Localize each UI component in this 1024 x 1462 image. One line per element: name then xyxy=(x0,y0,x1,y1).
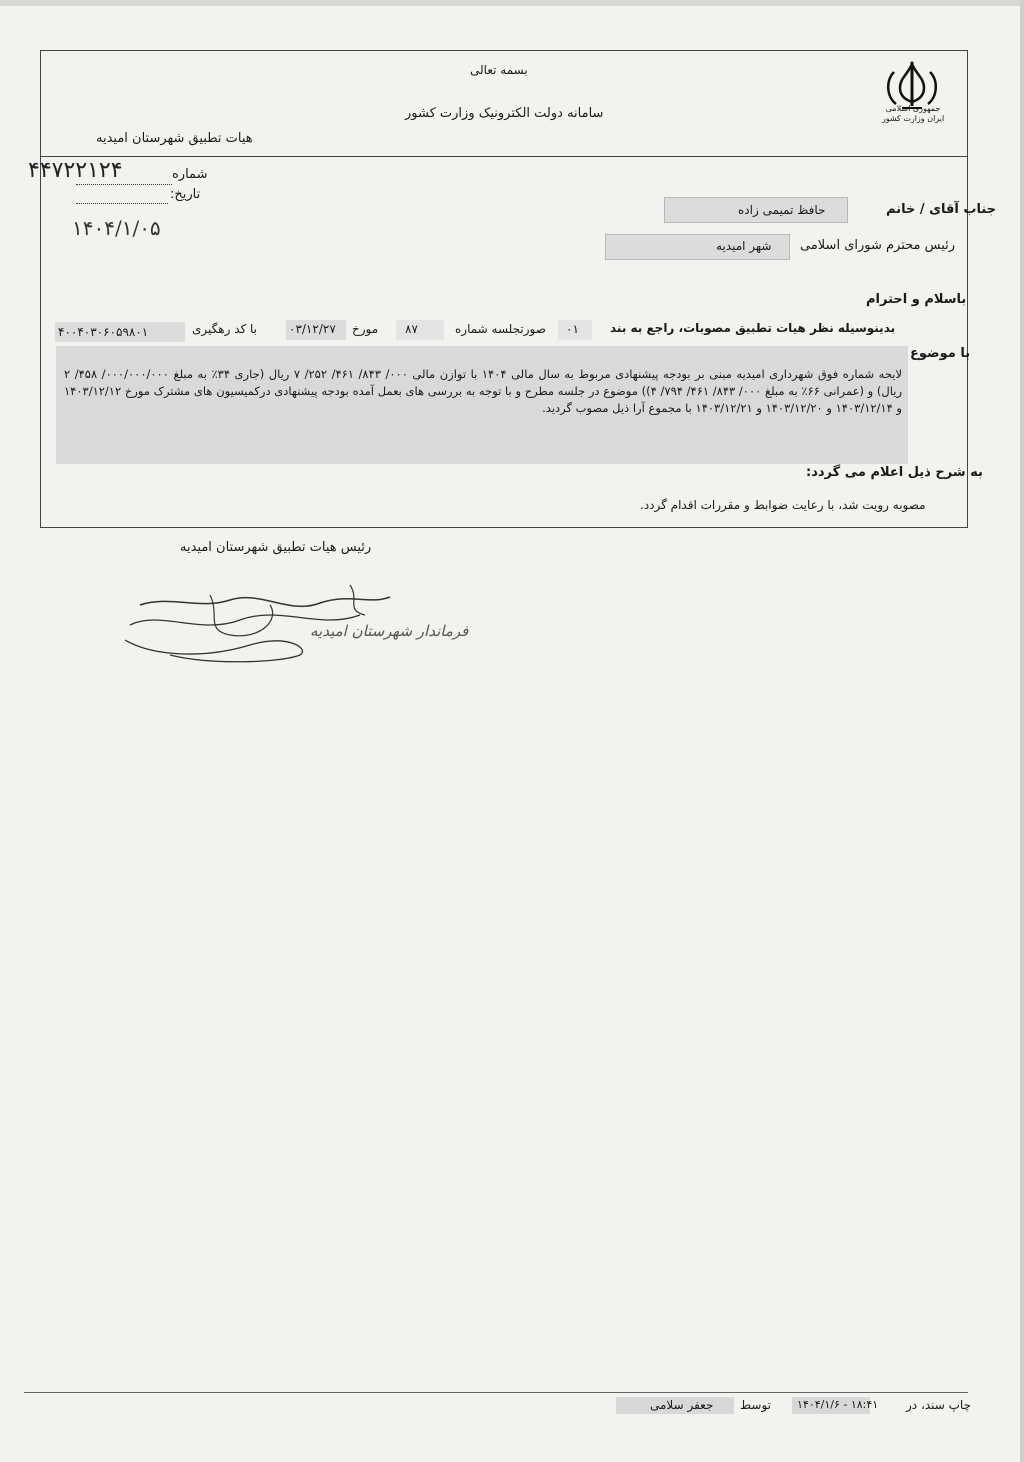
page-edge xyxy=(0,0,1024,6)
city-name: شهر امیدیه xyxy=(716,239,772,253)
signer-title: رئیس هیات تطبیق شهرستان امیدیه xyxy=(180,540,372,555)
recipient-title: رئیس محترم شورای اسلامی xyxy=(800,238,956,253)
system-name: سامانه دولت الکترونیک وزارت کشور xyxy=(405,106,604,121)
print-time: ۱۸:۴۱ - ۱۴۰۴/۱/۶ xyxy=(797,1398,879,1411)
iran-emblem-icon xyxy=(878,58,946,144)
session-number: ۸۷ xyxy=(405,322,418,336)
session-date: ۰۳/۱۲/۲۷ xyxy=(289,322,336,336)
announcement: به شرح ذیل اعلام می گردد: xyxy=(806,465,983,480)
subject-label: با موضوع xyxy=(910,346,971,361)
number-label: شماره xyxy=(172,167,208,182)
print-label: چاپ سند، در xyxy=(906,1398,971,1412)
subject-text: لایحه شماره فوق شهرداری امیدیه مبنی بر بودجه پیشنهادی مربوط به سال مالی ۱۴۰۴ با توازن مالی ۰۰۰/ ۸۴۳/ ۴۶۱/ ۲۵۲/ ۷ ریال (جاری ۳۴٪ به مبلغ ۰۰۰/۰۰۰/۰۰۰/ ۴۵۸/ ۲ ریال) و (عمرانی ۶۶٪ به مبلغ ۰۰۰/ ۸۴۳/ ۴۶۱/ ۷۹۴/ ۴)) موضوع در جلسه مطرح و با توجه به بررسی های بعمل آمده بودجه پیشنهادی درکمیسیون های مشترک مورخ ۱۴۰۳/۱۲/۱۲ و ۱۴۰۳/۱۲/۱۴ و ۱۴۰۳/۱۲/۲۰ و ۱۴۰۳/۱۲/۲۱ با مجموع آرا ذیل مصوب گردید. xyxy=(64,367,903,415)
session-label: صورتجلسه شماره xyxy=(455,322,546,336)
page-edge xyxy=(1020,0,1024,1462)
date-label: تاریخ: xyxy=(170,187,201,202)
date-dotted-line xyxy=(76,203,168,204)
letter-number: ۴۴۷۲۲۱۲۴ xyxy=(28,158,123,183)
letter-date: ۱۴۰۴/۱/۰۵ xyxy=(72,216,161,240)
reference-prefix: بدینوسیله نظر هیات تطبیق مصوبات، راجع به بند xyxy=(610,321,896,335)
resolution-text: مصوبه رویت شد، با رعایت ضوابط و مقررات اقدام گردد. xyxy=(640,498,926,512)
greeting: باسلام و احترام xyxy=(866,292,967,307)
recipient-name: حافظ تمیمی زاده xyxy=(738,203,826,217)
header-divider xyxy=(40,156,968,157)
board-name: هیات تطبیق شهرستان امیدیه xyxy=(96,131,253,146)
governor-title: فرماندار شهرستان امیدیه xyxy=(310,622,469,640)
number-dotted-line xyxy=(76,184,172,185)
emblem-caption: جمهوری اسلامی ایران وزارت کشور xyxy=(881,104,945,123)
tracking-code-label: با کد رهگیری xyxy=(192,322,258,336)
basmala: بسمه تعالی xyxy=(470,63,528,77)
tracking-code: ۴۰۰۴۰۳۰۶۰۵۹۸۰۱ xyxy=(58,325,149,339)
session-field xyxy=(396,320,444,340)
session-date-label: مورخ xyxy=(352,322,379,336)
printed-by-label: توسط xyxy=(740,1398,771,1412)
footer-divider xyxy=(24,1392,968,1393)
printed-by-user: جعفر سلامی xyxy=(650,1398,714,1412)
salutation-label: جناب آقای / خانم xyxy=(886,202,997,217)
item-number: ۰۱ xyxy=(566,322,579,336)
